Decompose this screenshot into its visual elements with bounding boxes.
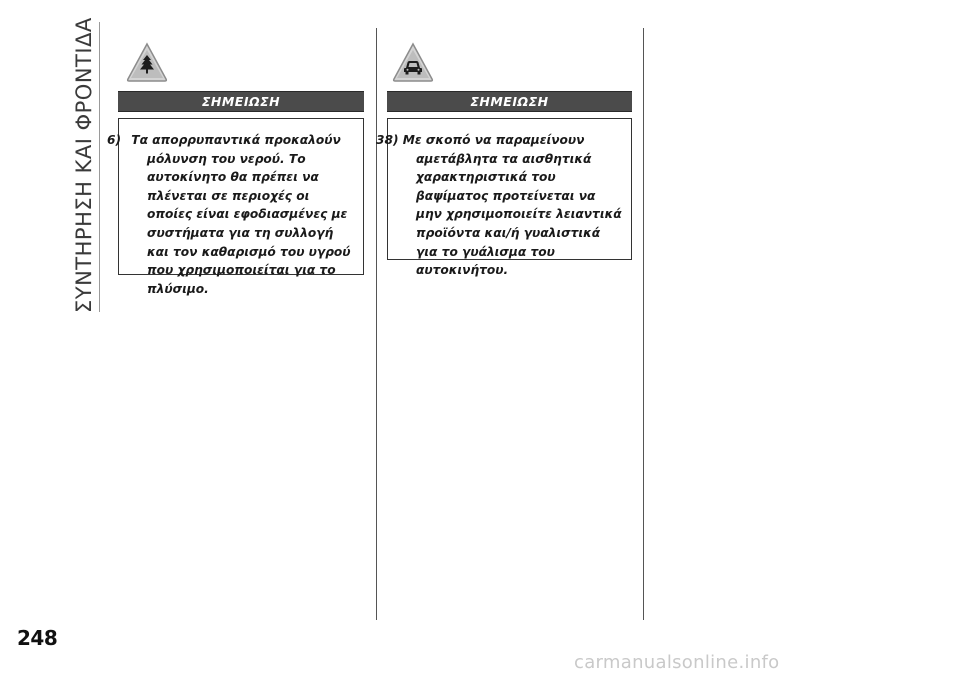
- note-box: [107, 118, 364, 296]
- page-number: 248: [17, 626, 58, 650]
- environment-tree-warning-icon: [125, 41, 169, 83]
- column-divider: [643, 28, 644, 620]
- note-body: Με σκοπό να παραμείνουν αμετάβλητα τα αισθητικά χαρακτηριστικά του βαψίματος προτείνεται να μην χρησιμοποιείτε λειαντικά προϊόντα και/ή γυαλιστικά για το γυάλισμα του αυτοκινήτου.: [402, 133, 622, 278]
- note-box: [376, 118, 632, 278]
- note-text: 6) Τα απορρυπαντικά προκαλούν μόλυνση του νερού. Το αυτοκίνητο θα πρέπει να πλένεται σε περιοχές οι οποίες είναι εφοδιασμένες με συστήματα για τη συλλογή και τον καθαρισμό του υγρού που χρησιμοποιείται για το πλύσιμο.: [107, 133, 351, 296]
- note-header: ΣΗΜΕΙΩΣΗ: [387, 91, 632, 112]
- column-divider: [376, 28, 377, 620]
- car-warning-icon: [391, 41, 435, 83]
- watermark: carmanualsonline.info: [574, 652, 780, 673]
- note-header: ΣΗΜΕΙΩΣΗ: [118, 91, 364, 112]
- note-body: Τα απορρυπαντικά προκαλούν μόλυνση του νερού. Το αυτοκίνητο θα πρέπει να πλένεται σε περιοχές οι οποίες είναι εφοδιασμένες με συστήματα για τη συλλογή και τον καθαρισμό του υγρού που χρησιμοποιείται για το πλύσιμο.: [131, 133, 351, 296]
- note-text: [376, 131, 623, 280]
- note-number: 38): [376, 133, 399, 147]
- section-title: ΣΥΝΤΗΡΗΣΗ ΚΑΙ ΦΡΟΝΤΙΔΑ: [72, 17, 96, 313]
- section-divider: [99, 22, 100, 312]
